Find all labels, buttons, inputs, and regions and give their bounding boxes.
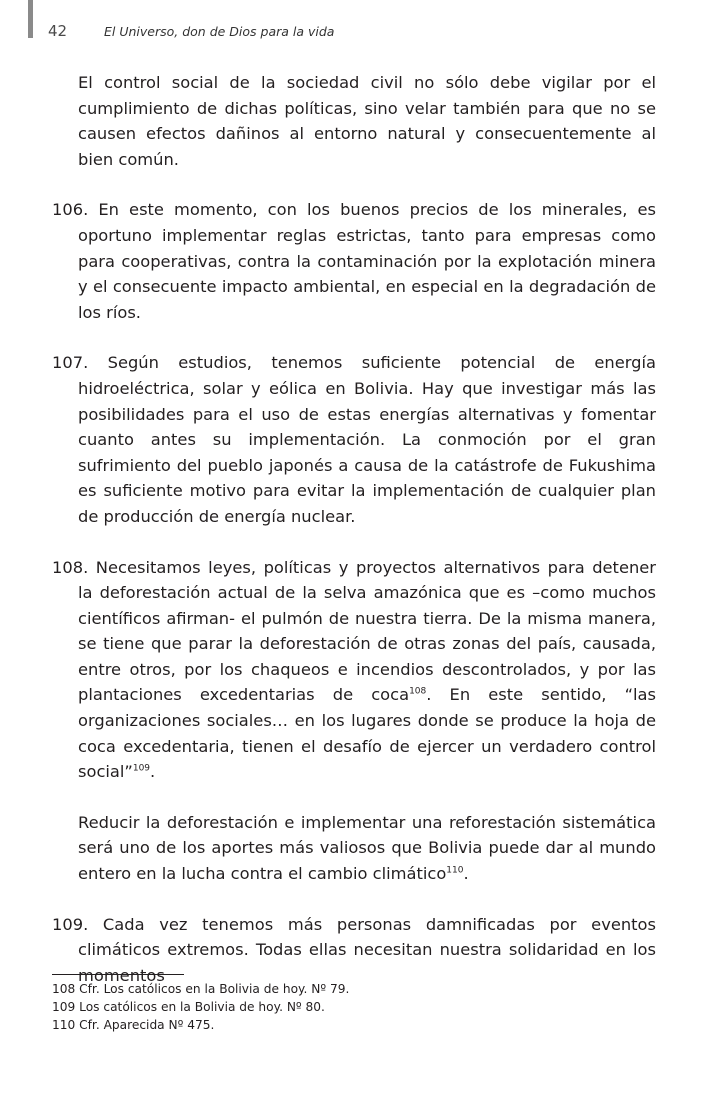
paragraph-107: 107. Según estudios, tenemos suficiente potencial de energía hidroeléctrica, solar y eólica en Bolivia. Hay que investigar más las posibilidades para el uso de estas energías alternativas y fomentar cuanto antes su implementación. La conmoción por el gran sufrimiento del pueblo japonés a causa de la catástrofe de Fukushima es suficiente motivo para evitar la implementación de cualquier plan de producción de energía nuclear. [52,353,656,526]
footnote-109: 109 Los católicos en la Bolivia de hoy. Nº 80. [52,1000,325,1014]
paragraph-continuation: El control social de la sociedad civil no sólo debe vigilar por el cumplimiento de dichas políticas, sino velar también para que no se causen efectos dañinos al entorno natural y consecuentemente al bien común. [78,73,656,169]
footnote-ref-109[interactable]: 109 [132,763,151,774]
footnote-ref-110[interactable]: 110 [446,865,464,876]
footnote-108: 108 Cfr. Los católicos en la Bolivia de hoy. Nº 79. [52,982,350,996]
running-title: El Universo, don de Dios para la vida [104,24,335,39]
paragraph-108-text-b: . En este sentido, “las organizaciones sociales… en los lugares donde se produce la hoja de coca excedentaria, tienen el desafío de ejercer un verdadero control social” [78,685,656,782]
footnotes [52,980,349,1034]
paragraph-106: 106. En este momento, con los buenos precios de los minerales, es oportuno implementar reglas estrictas, tanto para empresas como para cooperativas, contra la contaminación por la explotación minera y el consecuente impacto ambiental, en especial en la degradación de los ríos. [52,200,656,322]
footnote-ref-108[interactable]: 108 [409,687,427,698]
paragraph-109: 109. Cada vez tenemos más personas damnificadas por eventos climáticos extremos. Todas ellas necesitan nuestra solidaridad en los momentos [52,914,656,985]
paragraph-108 [52,555,656,785]
paragraph-108-continued [52,810,656,887]
paragraph-108-text-a: 108. Necesitamos leyes, políticas y proyectos alternativos para detener la deforestación actual de la selva amazónica que es –como muchos científicos afirman- el pulmón de nuestra tierra. De la misma manera, se tiene que parar la deforestación de otras zonas del país, causada, entre otros, por los chaqueos e incendios descontrolados, y por las plantaciones excedentarias de coca [52,557,656,705]
paragraph-108-text-c: . [150,762,156,782]
body-text [52,70,656,988]
paragraph-108b-text-b: . [463,864,469,884]
footnote-110: 110 Cfr. Aparecida Nº 475. [52,1018,215,1032]
footnote-divider [52,974,184,975]
paragraph-108b-text-a: Reducir la deforestación e implementar una reforestación sistemática será uno de los aportes más valiosos que Bolivia puede dar al mundo entero en la lucha contra el cambio climático [78,812,656,884]
page-number: 42 [48,22,68,40]
page-edge-bar [28,0,33,38]
